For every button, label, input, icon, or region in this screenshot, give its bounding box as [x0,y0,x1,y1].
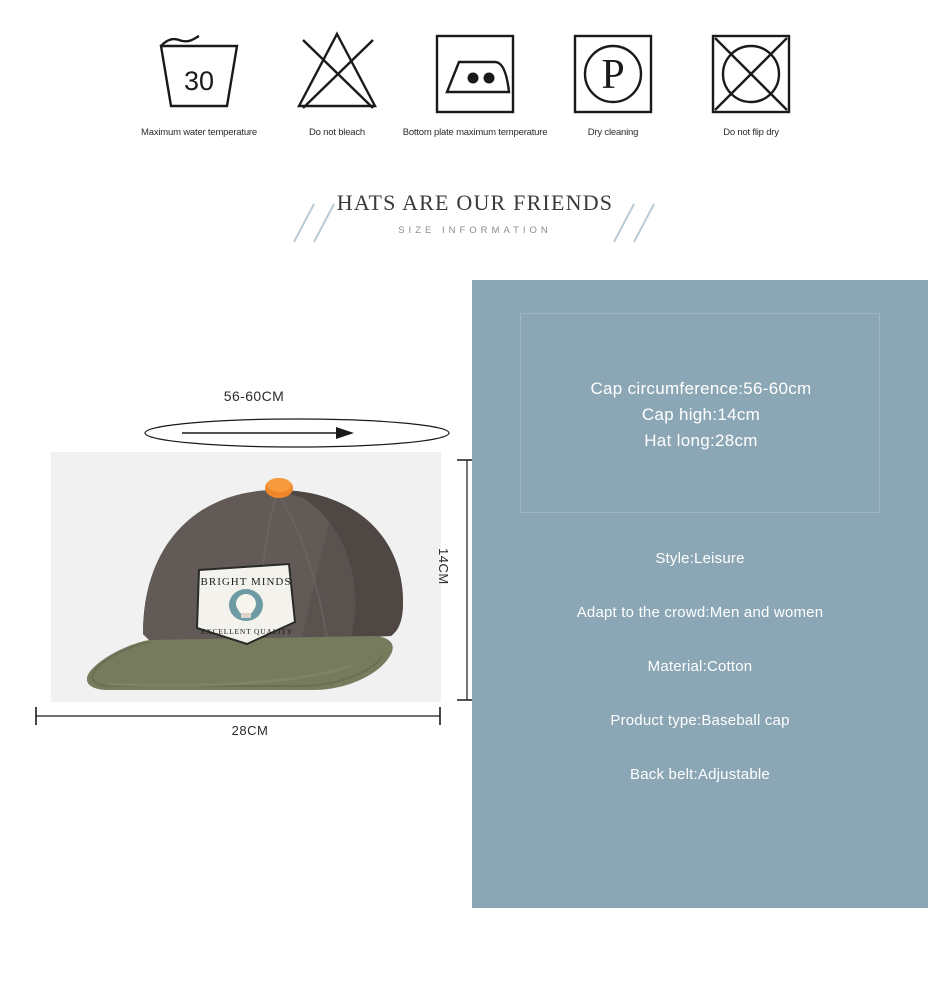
size-information-panel [22,280,928,908]
patch-top-text: BRIGHT MINDS [200,576,292,588]
wash-tub-30-icon [149,18,249,118]
care-item-iron [402,18,548,138]
circumference-dimension-label: 56-60CM [223,388,285,404]
iron-two-dots-icon [425,18,525,118]
spec-line-height [521,402,881,428]
height-dimension-label: 14CM [436,548,451,585]
attribute-crowd: Adapt to the crowd:Men and women [576,604,824,621]
page-subtitle: SIZE INFORMATION [398,225,552,236]
care-item-wash [130,18,268,138]
care-label-dryclean: Dry cleaning [587,127,639,138]
care-item-bleach [268,18,406,138]
measurements-box [520,313,880,513]
care-label-wash: Maximum water temperature [141,127,257,138]
page-title: HATS ARE OUR FRIENDS [336,190,614,215]
spec-line-length [521,428,881,454]
spec-label-height: Cap high: [641,405,718,424]
wash-temperature-text: 30 [183,66,215,96]
section-heading [0,190,950,236]
care-label-iron: Bottom plate maximum temperature [402,127,548,138]
spec-label-circumference: Cap circumference: [590,379,744,398]
care-symbols-row [0,18,950,138]
care-label-tumble: Do not flip dry [723,127,779,138]
hat-product-photo [51,452,441,702]
attribute-material: Material:Cotton [647,658,753,675]
patch-bottom-text: EXCELLENT QUALITY [201,627,293,636]
spec-value-length: 28cm [714,431,758,450]
attribute-style: Style:Leisure [655,550,745,567]
heading-decoration-right [608,202,668,244]
hat-diagram-area [22,280,472,908]
spec-value-circumference: 56-60cm [743,379,812,398]
circumference-ellipse-arrow [142,416,452,450]
dry-clean-p-circle-icon [563,18,663,118]
specification-panel [472,280,928,908]
care-label-bleach: Do not bleach [308,127,366,138]
spec-value-height: 14cm [717,405,761,424]
care-item-tumble [682,18,820,138]
spec-line-circumference [521,376,881,402]
do-not-bleach-triangle-icon [287,18,387,118]
care-item-dryclean [544,18,682,138]
width-dimension-label: 28CM [231,723,269,738]
attribute-back-belt: Back belt:Adjustable [630,766,770,783]
svg-text:P: P [601,52,625,98]
attribute-product-type: Product type:Baseball cap [610,712,790,729]
spec-label-length: Hat long: [644,431,715,450]
heading-decoration-left [288,202,348,244]
do-not-tumble-dry-icon [701,18,801,118]
attribute-list [472,550,928,784]
